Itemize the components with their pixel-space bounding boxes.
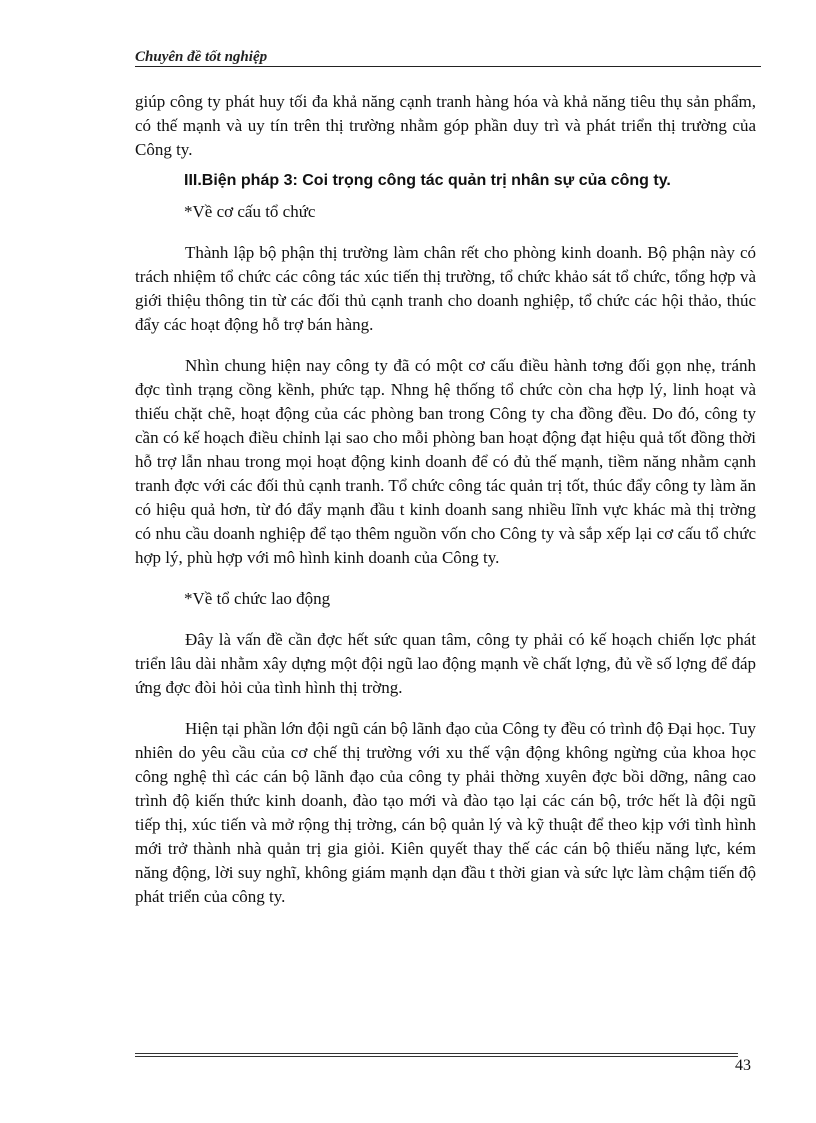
subheading-labor-org: *Về tổ chức lao động xyxy=(184,589,331,608)
page-header xyxy=(135,48,761,66)
paragraph-management-structure: Nhìn chung hiện nay công ty đã có một cơ cấu điều hành tơng đối gọn nhẹ, tránh đợc tình trạng cồng kềnh, phức tạp. Nhng hệ thống tổ chức còn cha hợp lý, linh hoạt và thiếu chặt chẽ, hoạt động của các phòng ban trong Công ty cha đồng đều. Do đó, công ty cần có kế hoạch điều chỉnh lại sao cho mỗi phòng ban hoạt động đạt hiệu quả tốt đồng thời hỗ trợ lẫn nhau trong mọi hoạt động kinh doanh để có đủ thế mạnh, tiềm năng nhằm cạnh tranh đợc với các đối thủ cạnh tranh. Tổ chức công tác quản trị tốt, thúc đẩy công ty làm ăn có hiệu quả hơn, từ đó đẩy mạnh đầu t kinh doanh sang nhiều lĩnh vực khác mà thị trờng có nhu cầu doanh nghiệp để tạo thêm nguồn vốn cho Công ty và sắp xếp lại cơ cấu tổ chức hợp lý, phù hợp với mô hình kinh doanh của Công ty. xyxy=(135,356,756,567)
header-title: Chuyên đề tốt nghiệp xyxy=(135,49,268,65)
paragraph-leadership-training: Hiện tại phần lớn đội ngũ cán bộ lãnh đạo của Công ty đều có trình độ Đại học. Tuy nhiên do yêu cầu của cơ chế thị trường với xu thế vận động không ngừng của khoa học công nghệ thì các cán bộ lãnh đạo của công ty phải thờng xuyên đợc bồi dỡng, nâng cao trình độ kiến thức kinh doanh, đào tạo mới và đào tạo lại các cán bộ, trớc hết là đội ngũ tiếp thị, xúc tiến và mở rộng thị trờng, cán bộ quản lý và kỹ thuật để theo kịp với tình hình mới trở thành nhà quản trị gia giỏi. Kiên quyết thay thế các cán bộ thiếu năng lực, kém năng động, lời suy nghĩ, không giám mạnh dạn đầu t thời gian và sức lực làm chậm tiến độ phát triển của công ty. xyxy=(135,719,756,906)
page-body xyxy=(135,90,756,909)
subheading-org-structure: *Về cơ cấu tổ chức xyxy=(184,202,316,221)
section-heading: III.Biện pháp 3: Coi trọng công tác quản trị nhân sự của công ty. xyxy=(184,172,671,189)
footer-rule xyxy=(135,1053,738,1054)
footer-rule-double xyxy=(135,1056,738,1057)
paragraph-market-department: Thành lập bộ phận thị trường làm chân rết cho phòng kinh doanh. Bộ phận này có trách nhiệm tổ chức các công tác xúc tiến thị trường, tổ chức khảo sát tổ chức, tổng hợp và giới thiệu thông tin từ các đối thủ cạnh tranh cho doanh nghiệp, tổ chức các hội thảo, thúc đẩy các hoạt động hỗ trợ bán hàng. xyxy=(135,243,756,334)
header-rule xyxy=(135,66,761,67)
paragraph-labor-strategy: Đây là vấn đề cần đợc hết sức quan tâm, công ty phải có kế hoạch chiến lợc phát triển lâu dài nhằm xây dựng một đội ngũ lao động mạnh về chất lợng, đủ về số lợng để đáp ứng đợc đòi hỏi của tình hình thị trờng. xyxy=(135,630,756,697)
paragraph-continuation: giúp công ty phát huy tối đa khả năng cạnh tranh hàng hóa và khả năng tiêu thụ sản phẩm, có thế mạnh và uy tín trên thị trường nhằm góp phần duy trì và phát triển thị trường của Công ty. xyxy=(135,92,756,159)
page-number: 43 xyxy=(735,1057,751,1074)
